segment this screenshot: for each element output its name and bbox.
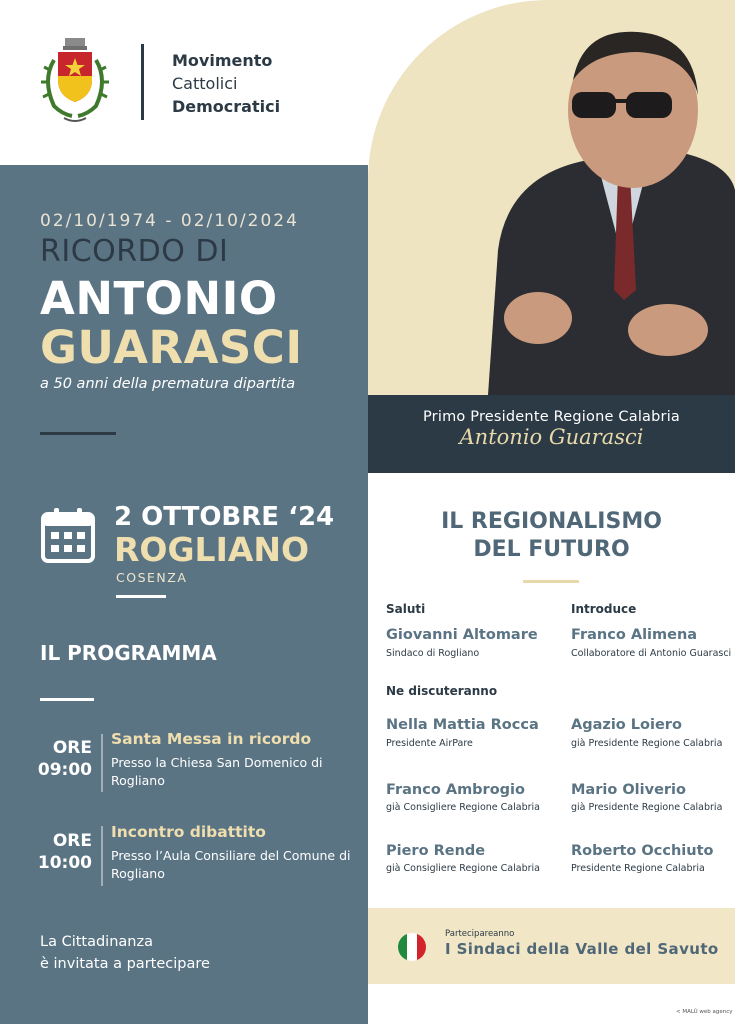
event-date: 2 OTTOBRE ‘24: [114, 502, 335, 532]
portrait-caption: [368, 395, 735, 473]
caption-signature: Antonio Guarasci: [459, 425, 644, 449]
speaker-1-name: Nella Mattia Rocca: [386, 717, 539, 733]
first-name: ANTONIO: [40, 272, 278, 325]
panel-title-line-2: DEL FUTURO: [473, 537, 630, 562]
event-city: ROGLIANO: [114, 530, 310, 569]
org-line-2: Cattolici: [172, 74, 238, 93]
portrait-photo: [368, 0, 735, 395]
speaker-5-role: già Consigliere Regione Calabria: [386, 863, 540, 874]
header-divider: [141, 44, 144, 120]
speaker-5-name: Piero Rende: [386, 843, 486, 859]
band-main-label: I Sindaci della Valle del Savuto: [445, 940, 719, 958]
invitation-line-1: La Cittadinanza: [40, 934, 153, 950]
program-item-1-title: Santa Messa in ricordo: [111, 730, 312, 748]
invitation-line-2: è invitata a partecipare: [40, 956, 210, 972]
last-name: GUARASCI: [40, 321, 303, 374]
program-item-1-place: Presso la Chiesa San Domenico di Rogliano: [111, 755, 323, 788]
italian-flag-icon: [398, 933, 426, 961]
speaker-6-name: Roberto Occhiuto: [571, 843, 714, 859]
introduce-role: Collaboratore di Antonio Guarasci: [571, 648, 732, 659]
introduce-label: Introduce: [571, 602, 637, 616]
speaker-2-role: già Presidente Regione Calabria: [571, 738, 723, 749]
discuteranno-label: Ne discuteranno: [386, 684, 498, 698]
event-province: COSENZA: [116, 570, 188, 585]
band-small-label: Partecipareanno: [445, 929, 515, 939]
speaker-6-role: Presidente Regione Calabria: [571, 863, 705, 874]
ore-label: ORE: [52, 738, 92, 758]
program-item-1-separator: [101, 734, 103, 792]
introduce-name: Franco Alimena: [571, 627, 698, 643]
saluti-label: Saluti: [386, 602, 426, 616]
program-item-2-title: Incontro dibattito: [111, 823, 266, 841]
program-item-1-time: [30, 737, 92, 781]
ricordo-heading: RICORDO DI: [40, 234, 229, 269]
speaker-4-name: Mario Oliverio: [571, 782, 686, 798]
program-divider: [40, 698, 94, 701]
speaker-1-role: Presidente AirPare: [386, 738, 473, 749]
speaker-3-name: Franco Ambrogio: [386, 782, 525, 798]
organization-name: [172, 49, 280, 118]
ore-value: 10:00: [37, 853, 92, 873]
header: [0, 0, 368, 165]
ore-value: 09:00: [37, 760, 92, 780]
program-heading: IL PROGRAMMA: [40, 641, 217, 665]
program-item-2-time: [30, 830, 92, 874]
agency-credit: < MALÙ web agency: [676, 1009, 733, 1015]
org-line-1: Movimento: [172, 51, 273, 70]
panel-divider: [523, 580, 579, 583]
panel-title: [368, 508, 735, 564]
caption-title: Primo Presidente Regione Calabria: [422, 409, 681, 425]
municipal-crest-icon: [36, 36, 114, 128]
date-divider: [116, 595, 166, 598]
org-line-3: Democratici: [172, 97, 281, 116]
panel-title-line-1: IL REGIONALISMO: [441, 509, 662, 534]
hero-subtitle: a 50 anni della prematura dipartita: [40, 376, 296, 392]
program-item-2-place: Presso l’Aula Consiliare del Comune di Rogliano: [111, 848, 351, 881]
portrait-area: [368, 0, 735, 395]
invitation-text: [40, 931, 210, 975]
calendar-icon: [40, 506, 96, 564]
hero-divider: [40, 432, 116, 435]
ore-label: ORE: [52, 831, 92, 851]
saluti-name: Giovanni Altomare: [386, 627, 538, 643]
saluti-role: Sindaco di Rogliano: [386, 648, 480, 659]
speaker-2-name: Agazio Loiero: [571, 717, 682, 733]
speaker-3-role: già Consigliere Regione Calabria: [386, 802, 540, 813]
program-item-2-separator: [101, 826, 103, 886]
speaker-4-role: già Presidente Regione Calabria: [571, 802, 723, 813]
anniversary-dates: 02/10/1974 - 02/10/2024: [40, 211, 299, 231]
